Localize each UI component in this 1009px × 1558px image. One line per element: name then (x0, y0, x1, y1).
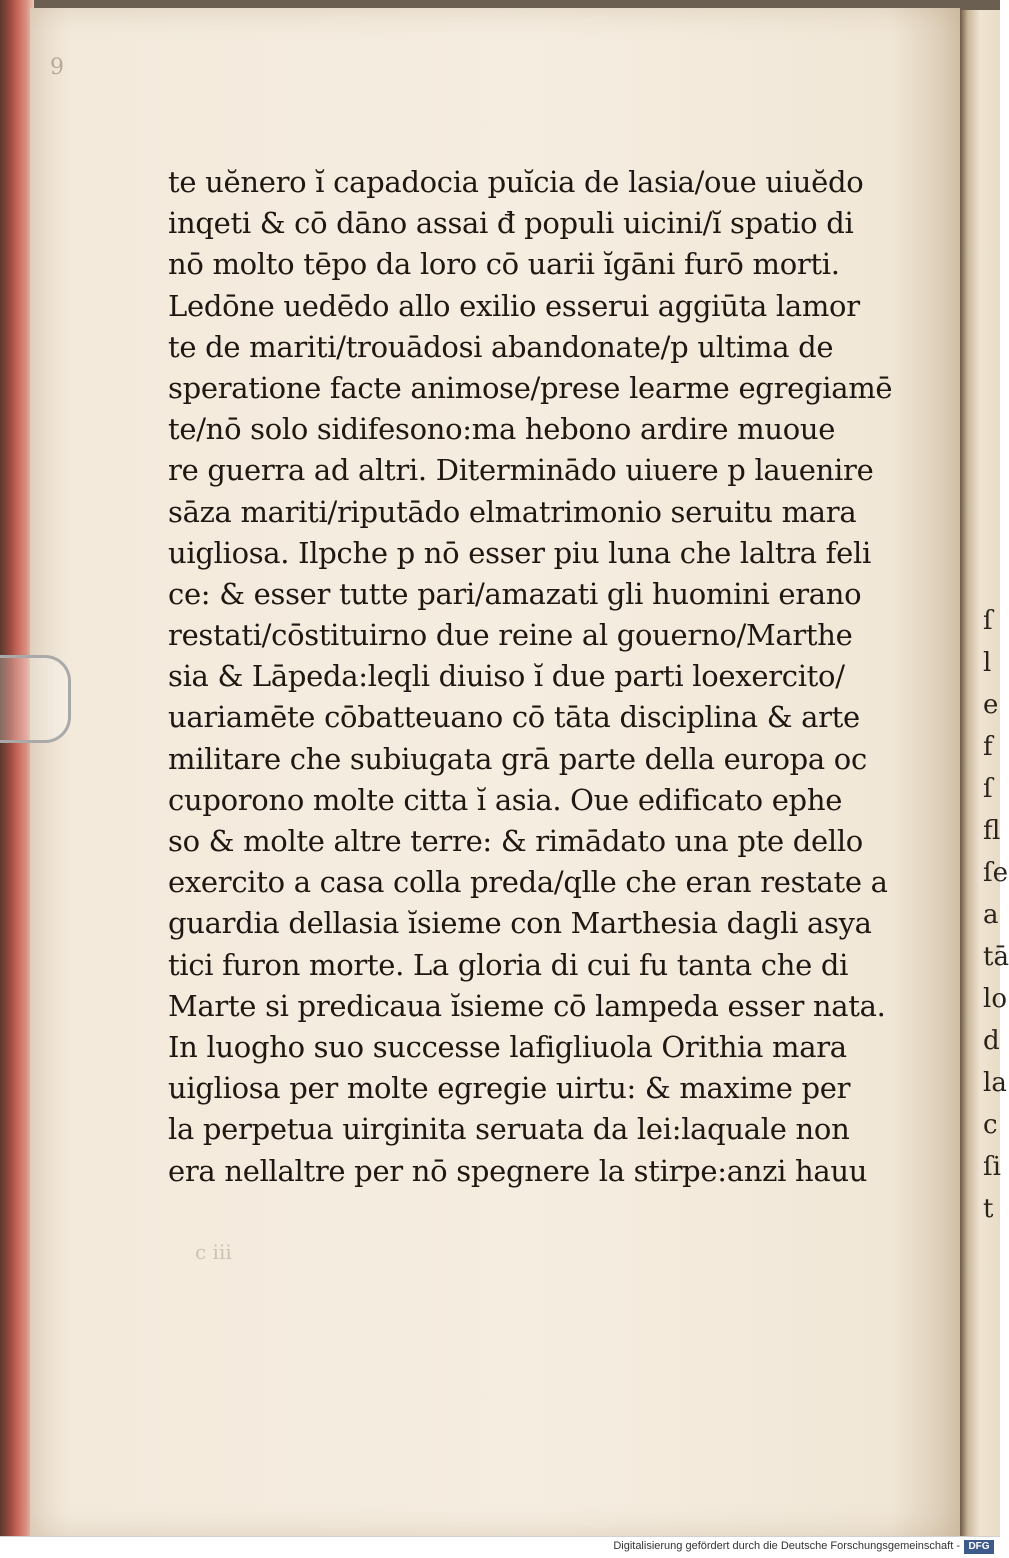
text-line: uigliosa per molte egregie uirtu: & maxime per (168, 1071, 851, 1106)
text-line: uariamēte cōbatteuano cō tāta disciplina & arte (168, 700, 860, 735)
dfg-logo: DFG (964, 1540, 994, 1554)
text-line: sāza mariti/riputādo elmatrimonio seruitu mara (168, 494, 857, 529)
signature-mark: c iii (195, 1240, 232, 1264)
text-line: tici furon morte. La gloria di cui fu tanta che di (168, 947, 849, 982)
text-line: uigliosa. Ilpche p nō esser piu luna che laltra feli (168, 535, 871, 570)
text-line: speratione facte animose/prese learme egregiamē (168, 370, 893, 405)
page-text (168, 162, 893, 1192)
next-page-letter: tā (983, 942, 1009, 972)
text-line: era nellaltre per nō spegnere la stirpe:anzi hauu (168, 1153, 868, 1188)
next-page-letter: f (983, 732, 993, 762)
next-page-letter: c (983, 1110, 998, 1140)
next-page-letter: l (983, 648, 992, 678)
next-page-letter: ſe (983, 858, 1009, 888)
text-line: guardia dellasia ĭsieme con Marthesia dagli asya (168, 906, 872, 941)
text-line: inqeti & cō dāno assai đ populi uicini/ĭ spatio di (168, 206, 854, 241)
next-page-letter: lo (983, 984, 1007, 1014)
text-line: In luogho suo successe lafigliuola Orithia mara (168, 1029, 847, 1064)
next-page-letter: d (983, 1026, 1000, 1056)
text-line: cuporono molte citta ĭ asia. Oue edificato ephe (168, 782, 843, 817)
next-page-letter: fl (983, 816, 1001, 846)
text-line: Ledōne uedēdo allo exilio esserui aggiūta lamor (168, 288, 860, 323)
text-line: te uĕnero ĭ capadocia puĭcia de lasia/oue uiuĕdo (168, 165, 864, 199)
book-cover-edge (0, 0, 34, 1536)
page-clip (0, 655, 71, 743)
next-page-letter: ſ (983, 774, 993, 804)
text-line: ce: & esser tutte pari/amazati gli huomini erano (168, 576, 862, 611)
text-line: te/nō solo sidifesono:ma hebono ardire muoue (168, 412, 836, 447)
next-page-letters (983, 600, 1009, 1230)
corner-mark: 9 (50, 55, 64, 80)
text-line: exercito a casa colla preda/qlle che eran restate a (168, 865, 888, 900)
text-line: nō molto tēpo da loro cō uarii ĭgāni furō morti. (168, 247, 840, 282)
next-page-letter: a (983, 900, 999, 930)
text-line: militare che subiugata grā parte della europa oc (168, 741, 867, 776)
text-line: so & molte altre terre: & rimādato una pte dello (168, 824, 863, 858)
text-line: re guerra ad altri. Diterminādo uiuere p lauenire (168, 453, 874, 488)
text-line: sia & Lāpeda:leqli diuiso ĭ due parti loexercito/ (168, 659, 845, 694)
next-page-letter: e (983, 690, 999, 720)
text-line: restati/cōstituirno due reine al gouerno/Marthe (168, 618, 853, 653)
footer-bar (0, 1536, 1000, 1558)
next-page-letter: la (983, 1068, 1007, 1098)
text-line: la perpetua uirginita seruata da lei:laquale non (168, 1112, 850, 1147)
text-line: Marte si predicaua ĭsieme cō lampeda esser nata. (168, 988, 886, 1023)
next-page-letter: t (983, 1194, 994, 1224)
text-line: te de mariti/trouādosi abandonate/p ultima de (168, 329, 834, 364)
next-page-letter: ſi (983, 1152, 1001, 1182)
next-page-letter: ſ (983, 606, 993, 636)
footer-credit: Digitalisierung gefördert durch die Deutsche Forschungsgemeinschaft - (613, 1540, 960, 1552)
